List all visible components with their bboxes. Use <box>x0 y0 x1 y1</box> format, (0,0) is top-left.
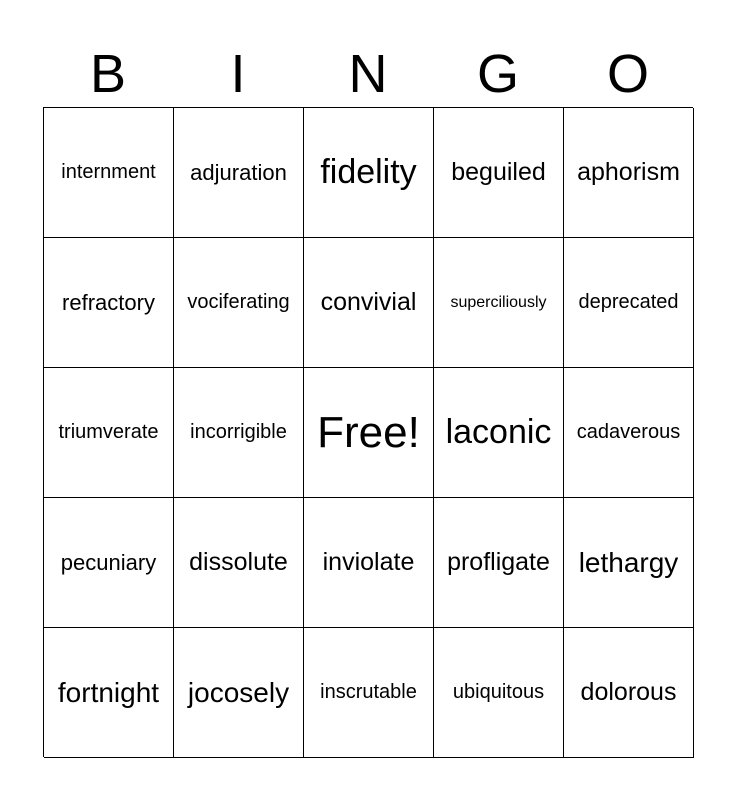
header-letter-g: G <box>476 44 519 104</box>
bingo-cell[interactable]: fidelity <box>304 108 434 238</box>
bingo-cell[interactable]: inviolate <box>304 498 434 628</box>
bingo-header <box>43 42 693 106</box>
bingo-cell[interactable]: aphorism <box>564 108 694 238</box>
header-letter-o: O <box>606 44 649 104</box>
bingo-cell[interactable]: ubiquitous <box>434 628 564 758</box>
bingo-cell[interactable]: cadaverous <box>564 368 694 498</box>
bingo-cell[interactable]: superciliously <box>434 238 564 368</box>
bingo-cell[interactable]: fortnight <box>44 628 174 758</box>
bingo-cell[interactable]: beguiled <box>434 108 564 238</box>
header-letter-i: I <box>230 44 246 104</box>
free-space-cell[interactable]: Free! <box>304 368 434 498</box>
bingo-cell[interactable]: vociferating <box>174 238 304 368</box>
bingo-cell[interactable]: refractory <box>44 238 174 368</box>
bingo-cell[interactable]: incorrigible <box>174 368 304 498</box>
bingo-cell[interactable]: inscrutable <box>304 628 434 758</box>
bingo-cell[interactable]: laconic <box>434 368 564 498</box>
bingo-cell[interactable]: deprecated <box>564 238 694 368</box>
header-letter-n: N <box>348 44 388 104</box>
bingo-cell[interactable]: profligate <box>434 498 564 628</box>
bingo-board <box>43 107 693 757</box>
bingo-cell[interactable]: adjuration <box>174 108 304 238</box>
bingo-cell[interactable]: pecuniary <box>44 498 174 628</box>
header-letter-b: B <box>89 44 127 104</box>
bingo-cell[interactable]: triumverate <box>44 368 174 498</box>
bingo-cell[interactable]: dolorous <box>564 628 694 758</box>
bingo-cell[interactable]: dissolute <box>174 498 304 628</box>
bingo-cell[interactable]: lethargy <box>564 498 694 628</box>
bingo-cell[interactable]: internment <box>44 108 174 238</box>
bingo-cell[interactable]: jocosely <box>174 628 304 758</box>
bingo-cell[interactable]: convivial <box>304 238 434 368</box>
